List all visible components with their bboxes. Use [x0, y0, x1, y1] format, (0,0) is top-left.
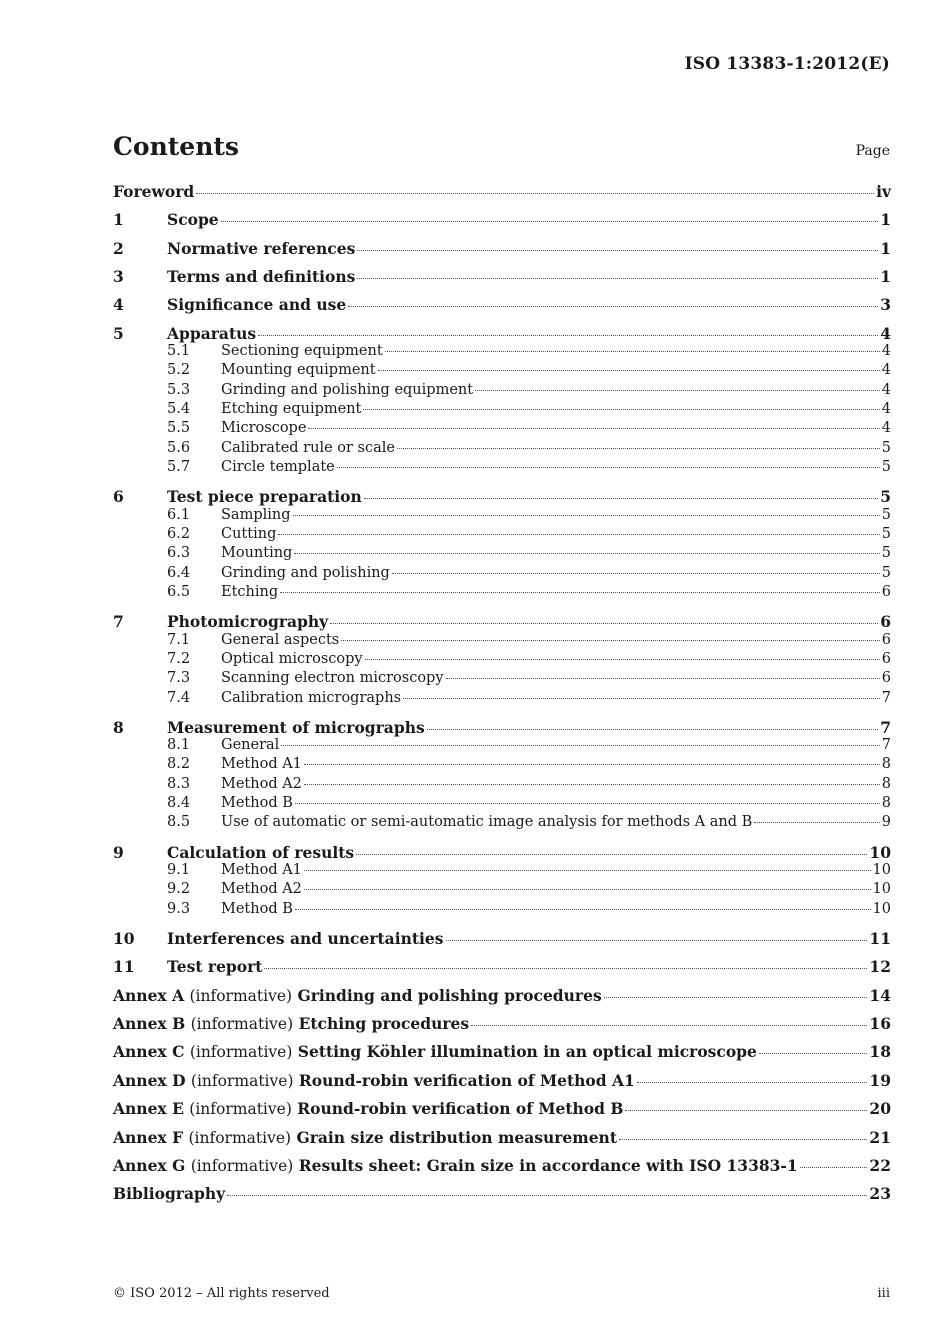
toc-entry[interactable]: [113, 324, 891, 343]
annex-qualifier: (informative): [190, 1015, 294, 1033]
toc-entry-number: 5.2: [167, 362, 191, 378]
toc-page-number: 8: [881, 795, 891, 811]
toc-subentry[interactable]: [113, 862, 891, 878]
toc-entry[interactable]: [113, 843, 891, 862]
toc-subentry[interactable]: [113, 565, 891, 581]
toc-page-number: 10: [872, 862, 891, 878]
toc-page-number: 21: [869, 1128, 891, 1147]
toc-entry[interactable]: [113, 612, 891, 631]
toc-entry-title: [113, 1128, 617, 1147]
toc-entry-number: 6.3: [167, 545, 191, 561]
toc-entry-title: General aspects: [221, 632, 340, 648]
toc-page-number: 12: [869, 957, 891, 976]
toc-subentry[interactable]: [113, 690, 891, 706]
dot-leader: [295, 908, 871, 910]
toc-page-number: 6: [880, 612, 891, 631]
toc-entry[interactable]: [113, 267, 891, 286]
toc-entry[interactable]: [113, 182, 891, 201]
toc-page-number: 18: [869, 1042, 891, 1061]
toc-entry-title: [113, 986, 602, 1005]
dot-leader: [403, 697, 880, 699]
toc-entry-title: Photomicrography: [167, 612, 329, 631]
toc-entry-title: Bibliography: [113, 1184, 226, 1203]
dot-leader: [356, 853, 867, 855]
dot-leader: [348, 305, 878, 307]
annex-label: Annex E: [113, 1099, 184, 1118]
toc-entry-number: 7.2: [167, 651, 191, 667]
toc-annex-entry[interactable]: [113, 1128, 891, 1147]
toc-entry-number: 6.1: [167, 507, 191, 523]
annex-title: Round-robin verification of Method B: [297, 1099, 624, 1118]
dot-leader: [363, 408, 879, 410]
toc-subentry[interactable]: [113, 382, 891, 398]
toc-page-number: 1: [880, 239, 891, 258]
toc-entry-title: Sectioning equipment: [221, 343, 383, 359]
toc-page-number: 4: [881, 362, 891, 378]
dot-leader: [619, 1138, 867, 1140]
dot-leader: [294, 552, 879, 554]
dot-leader: [227, 1194, 867, 1196]
toc-entry-number: 8.1: [167, 737, 191, 753]
toc-subentry[interactable]: [113, 584, 891, 600]
toc-subentry[interactable]: [113, 651, 891, 667]
toc-subentry[interactable]: [113, 756, 891, 772]
toc-entry-number: 3: [113, 267, 124, 286]
toc-entry-number: 8: [113, 718, 124, 737]
toc-subentry[interactable]: [113, 507, 891, 523]
dot-leader: [258, 334, 878, 336]
toc-entry-title: Method A2: [221, 881, 302, 897]
toc-entry-number: 6.4: [167, 565, 191, 581]
page-title: Contents: [113, 132, 240, 161]
toc-entry-number: 7.3: [167, 670, 191, 686]
dot-leader: [385, 350, 880, 352]
toc-entry[interactable]: [113, 718, 891, 737]
toc-entry-number: 6.5: [167, 584, 191, 600]
annex-label: Annex G: [113, 1156, 186, 1175]
toc-subentry[interactable]: [113, 545, 891, 561]
toc-entry-number: 5.3: [167, 382, 191, 398]
toc-page-number: 5: [881, 565, 891, 581]
annex-qualifier: (informative): [189, 987, 293, 1005]
dot-leader: [196, 192, 874, 194]
toc-entry-title: Mounting: [221, 545, 293, 561]
annex-title: Round-robin verification of Method A1: [298, 1071, 635, 1090]
toc-subentry[interactable]: [113, 670, 891, 686]
toc-subentry[interactable]: [113, 795, 891, 811]
toc-page-number: 9: [881, 814, 891, 830]
annex-title: Grinding and polishing procedures: [297, 986, 602, 1005]
toc-page-number: 6: [881, 670, 891, 686]
toc-page-number: 10: [869, 843, 891, 862]
dot-leader: [293, 514, 880, 516]
toc-page-number: 7: [881, 690, 891, 706]
dot-leader: [330, 622, 878, 624]
toc-entry-title: Terms and definitions: [167, 267, 356, 286]
dot-leader: [304, 783, 880, 785]
toc-entry-number: 7.1: [167, 632, 191, 648]
toc-subentry[interactable]: [113, 814, 891, 830]
toc-subentry[interactable]: [113, 526, 891, 542]
toc-entry-number: 7: [113, 612, 124, 631]
toc-page-number: 6: [881, 584, 891, 600]
toc-page-number: 5: [881, 545, 891, 561]
toc-entry-title: Method A1: [221, 862, 302, 878]
toc-entry-title: Scanning electron microscopy: [221, 670, 444, 686]
toc-entry-title: [113, 1099, 623, 1118]
dot-leader: [446, 939, 868, 941]
toc-entry-number: 9.2: [167, 881, 191, 897]
annex-label: Annex B: [113, 1014, 186, 1033]
toc-page-number: 6: [881, 651, 891, 667]
toc-annex-entry[interactable]: [113, 1042, 891, 1061]
toc-entry-title: Optical microscopy: [221, 651, 363, 667]
toc-entry-number: 11: [113, 957, 135, 976]
toc-entry-title: Cutting: [221, 526, 277, 542]
toc-subentry[interactable]: [113, 459, 891, 475]
toc-entry-title: Mounting equipment: [221, 362, 376, 378]
toc-annex-entry[interactable]: [113, 986, 891, 1005]
toc-subentry[interactable]: [113, 440, 891, 456]
dot-leader: [364, 497, 878, 499]
dot-leader: [357, 249, 878, 251]
toc-page-number: 1: [880, 267, 891, 286]
toc-entry-title: [113, 1014, 469, 1033]
toc-page-number: 5: [881, 440, 891, 456]
toc-entry-title: Etching: [221, 584, 279, 600]
toc-entry-title: Foreword: [113, 182, 195, 201]
toc-subentry[interactable]: [113, 776, 891, 792]
toc-page-number: 7: [881, 737, 891, 753]
annex-qualifier: (informative): [190, 1072, 294, 1090]
toc-entry-title: Method A1: [221, 756, 302, 772]
toc-page-number: 8: [881, 776, 891, 792]
dot-leader: [308, 427, 879, 429]
toc-entry-number: 5.5: [167, 420, 191, 436]
annex-qualifier: (informative): [189, 1100, 292, 1118]
dot-leader: [304, 888, 871, 890]
annex-label: Annex D: [113, 1071, 186, 1090]
dot-leader: [759, 1052, 868, 1054]
toc-entry-title: Test piece preparation: [167, 487, 362, 506]
toc-page-number: 5: [881, 459, 891, 475]
toc-entry-number: 6.2: [167, 526, 191, 542]
toc-page-number: 1: [880, 210, 891, 229]
dot-leader: [295, 802, 880, 804]
toc-annex-entry[interactable]: [113, 1071, 891, 1090]
toc-entry[interactable]: [113, 487, 891, 506]
toc-subentry[interactable]: [113, 420, 891, 436]
toc-entry-title: Scope: [167, 210, 219, 229]
dot-leader: [278, 533, 879, 535]
toc-annex-entry[interactable]: [113, 1099, 891, 1118]
toc-entry-title: Use of automatic or semi-automatic image analysis for methods A and B: [221, 814, 753, 830]
toc-entry-number: 5.7: [167, 459, 191, 475]
copyright-notice: © ISO 2012 – All rights reserved: [113, 1286, 330, 1301]
toc-entry-title: Sampling: [221, 507, 291, 523]
annex-label: Annex A: [113, 986, 185, 1005]
dot-leader: [378, 369, 880, 371]
toc-entry-title: Interferences and uncertainties: [167, 929, 444, 948]
toc-page-number: 5: [881, 507, 891, 523]
dot-leader: [337, 466, 880, 468]
toc-entry[interactable]: [113, 295, 891, 314]
toc-annex-entry[interactable]: [113, 1014, 891, 1033]
page-number: iii: [877, 1286, 890, 1301]
toc-entry-title: [113, 1042, 757, 1061]
toc-entry-number: 5.4: [167, 401, 191, 417]
toc-entry-number: 5: [113, 324, 124, 343]
toc-entry-title: Grinding and polishing equipment: [221, 382, 474, 398]
toc-entry-title: Method A2: [221, 776, 302, 792]
toc-entry-number: 9: [113, 843, 124, 862]
toc-entry-title: Circle template: [221, 459, 335, 475]
dot-leader: [264, 967, 867, 969]
toc-page-number: 4: [881, 420, 891, 436]
dot-leader: [800, 1166, 868, 1168]
toc-entry-number: 1: [113, 210, 124, 229]
toc-entry-number: 9.1: [167, 862, 191, 878]
annex-qualifier: (informative): [188, 1129, 292, 1147]
toc-entry[interactable]: [113, 239, 891, 258]
toc-page-number: 4: [881, 401, 891, 417]
toc-entry-title: Calibration micrographs: [221, 690, 402, 706]
toc-annex-entry[interactable]: [113, 1156, 891, 1175]
toc-entry[interactable]: [113, 929, 891, 948]
dot-leader: [471, 1024, 867, 1026]
dot-leader: [754, 821, 879, 823]
toc-entry-title: Normative references: [167, 239, 356, 258]
toc-subentry[interactable]: [113, 901, 891, 917]
toc-subentry[interactable]: [113, 737, 891, 753]
dot-leader: [475, 389, 880, 391]
toc-entry-number: 8.5: [167, 814, 191, 830]
toc-subentry[interactable]: [113, 362, 891, 378]
dot-leader: [637, 1081, 868, 1083]
toc-entry-number: 5.6: [167, 440, 191, 456]
toc-entry-title: Calculation of results: [167, 843, 355, 862]
toc-entry[interactable]: [113, 1184, 891, 1203]
toc-entry-title: Calibrated rule or scale: [221, 440, 395, 456]
toc-subentry[interactable]: [113, 401, 891, 417]
toc-entry-number: 4: [113, 295, 124, 314]
toc-entry-number: 5.1: [167, 343, 191, 359]
toc-entry-number: 7.4: [167, 690, 191, 706]
toc-entry-number: 8.4: [167, 795, 191, 811]
toc-page-number: 22: [869, 1156, 891, 1175]
annex-title: Etching procedures: [298, 1014, 470, 1033]
toc-entry-number: 10: [113, 929, 135, 948]
toc-entry-title: Method B: [221, 901, 293, 917]
toc-page-number: 23: [869, 1184, 891, 1203]
toc-page-number: 20: [869, 1099, 891, 1118]
toc-page-number: 8: [881, 756, 891, 772]
toc-entry-title: Method B: [221, 795, 293, 811]
toc-entry-title: Microscope: [221, 420, 307, 436]
toc-entry-title: General: [221, 737, 280, 753]
toc-page-number: 19: [869, 1071, 891, 1090]
dot-leader: [446, 677, 880, 679]
toc-entry-title: [113, 1156, 798, 1175]
toc-page-number: iv: [876, 182, 891, 201]
toc-entry[interactable]: [113, 957, 891, 976]
dot-leader: [357, 277, 878, 279]
dot-leader: [625, 1109, 867, 1111]
dot-leader: [341, 639, 880, 641]
annex-qualifier: (informative): [189, 1043, 293, 1061]
toc-page-number: 6: [881, 632, 891, 648]
annex-label: Annex C: [113, 1042, 185, 1061]
toc-page-number: 5: [881, 526, 891, 542]
toc-page-number: 4: [881, 382, 891, 398]
toc-page-number: 10: [872, 881, 891, 897]
toc-page-number: 14: [869, 986, 891, 1005]
toc-subentry[interactable]: [113, 881, 891, 897]
dot-leader: [280, 591, 880, 593]
toc-page-number: 5: [880, 487, 891, 506]
dot-leader: [221, 220, 879, 222]
dot-leader: [281, 744, 879, 746]
toc-page-number: 3: [880, 295, 891, 314]
toc-entry-number: 9.3: [167, 901, 191, 917]
toc-entry-title: Etching equipment: [221, 401, 362, 417]
annex-title: Grain size distribution measurement: [296, 1128, 617, 1147]
annex-qualifier: (informative): [190, 1157, 294, 1175]
annex-title: Results sheet: Grain size in accordance with ISO 13383-1: [298, 1156, 798, 1175]
dot-leader: [304, 763, 880, 765]
dot-leader: [304, 869, 871, 871]
dot-leader: [365, 658, 880, 660]
toc-entry-title: Apparatus: [167, 324, 257, 343]
toc-entry-number: 6: [113, 487, 124, 506]
toc-entry-title: Measurement of micrographs: [167, 718, 425, 737]
toc-entry-title: [113, 1071, 635, 1090]
toc-page-number: 10: [872, 901, 891, 917]
dot-leader: [392, 572, 880, 574]
toc-entry-number: 2: [113, 239, 124, 258]
toc-entry-title: Grinding and polishing: [221, 565, 390, 581]
toc-entry-number: 8.2: [167, 756, 191, 772]
dot-leader: [397, 447, 880, 449]
toc-page-number: 7: [880, 718, 891, 737]
dot-leader: [604, 996, 868, 998]
document-reference: ISO 13383-1:2012(E): [684, 54, 890, 74]
toc-subentry[interactable]: [113, 343, 891, 359]
toc-page-number: 11: [869, 929, 891, 948]
annex-label: Annex F: [113, 1128, 184, 1147]
toc-entry[interactable]: [113, 210, 891, 229]
toc-entry-number: 8.3: [167, 776, 191, 792]
dot-leader: [427, 728, 879, 730]
toc-page-number: 4: [880, 324, 891, 343]
annex-title: Setting Köhler illumination in an optical microscope: [297, 1042, 757, 1061]
toc-entry-title: Significance and use: [167, 295, 347, 314]
toc-subentry[interactable]: [113, 632, 891, 648]
page-column-label: Page: [855, 143, 890, 159]
toc-page-number: 16: [869, 1014, 891, 1033]
toc-entry-title: Test report: [167, 957, 263, 976]
toc-page-number: 4: [881, 343, 891, 359]
